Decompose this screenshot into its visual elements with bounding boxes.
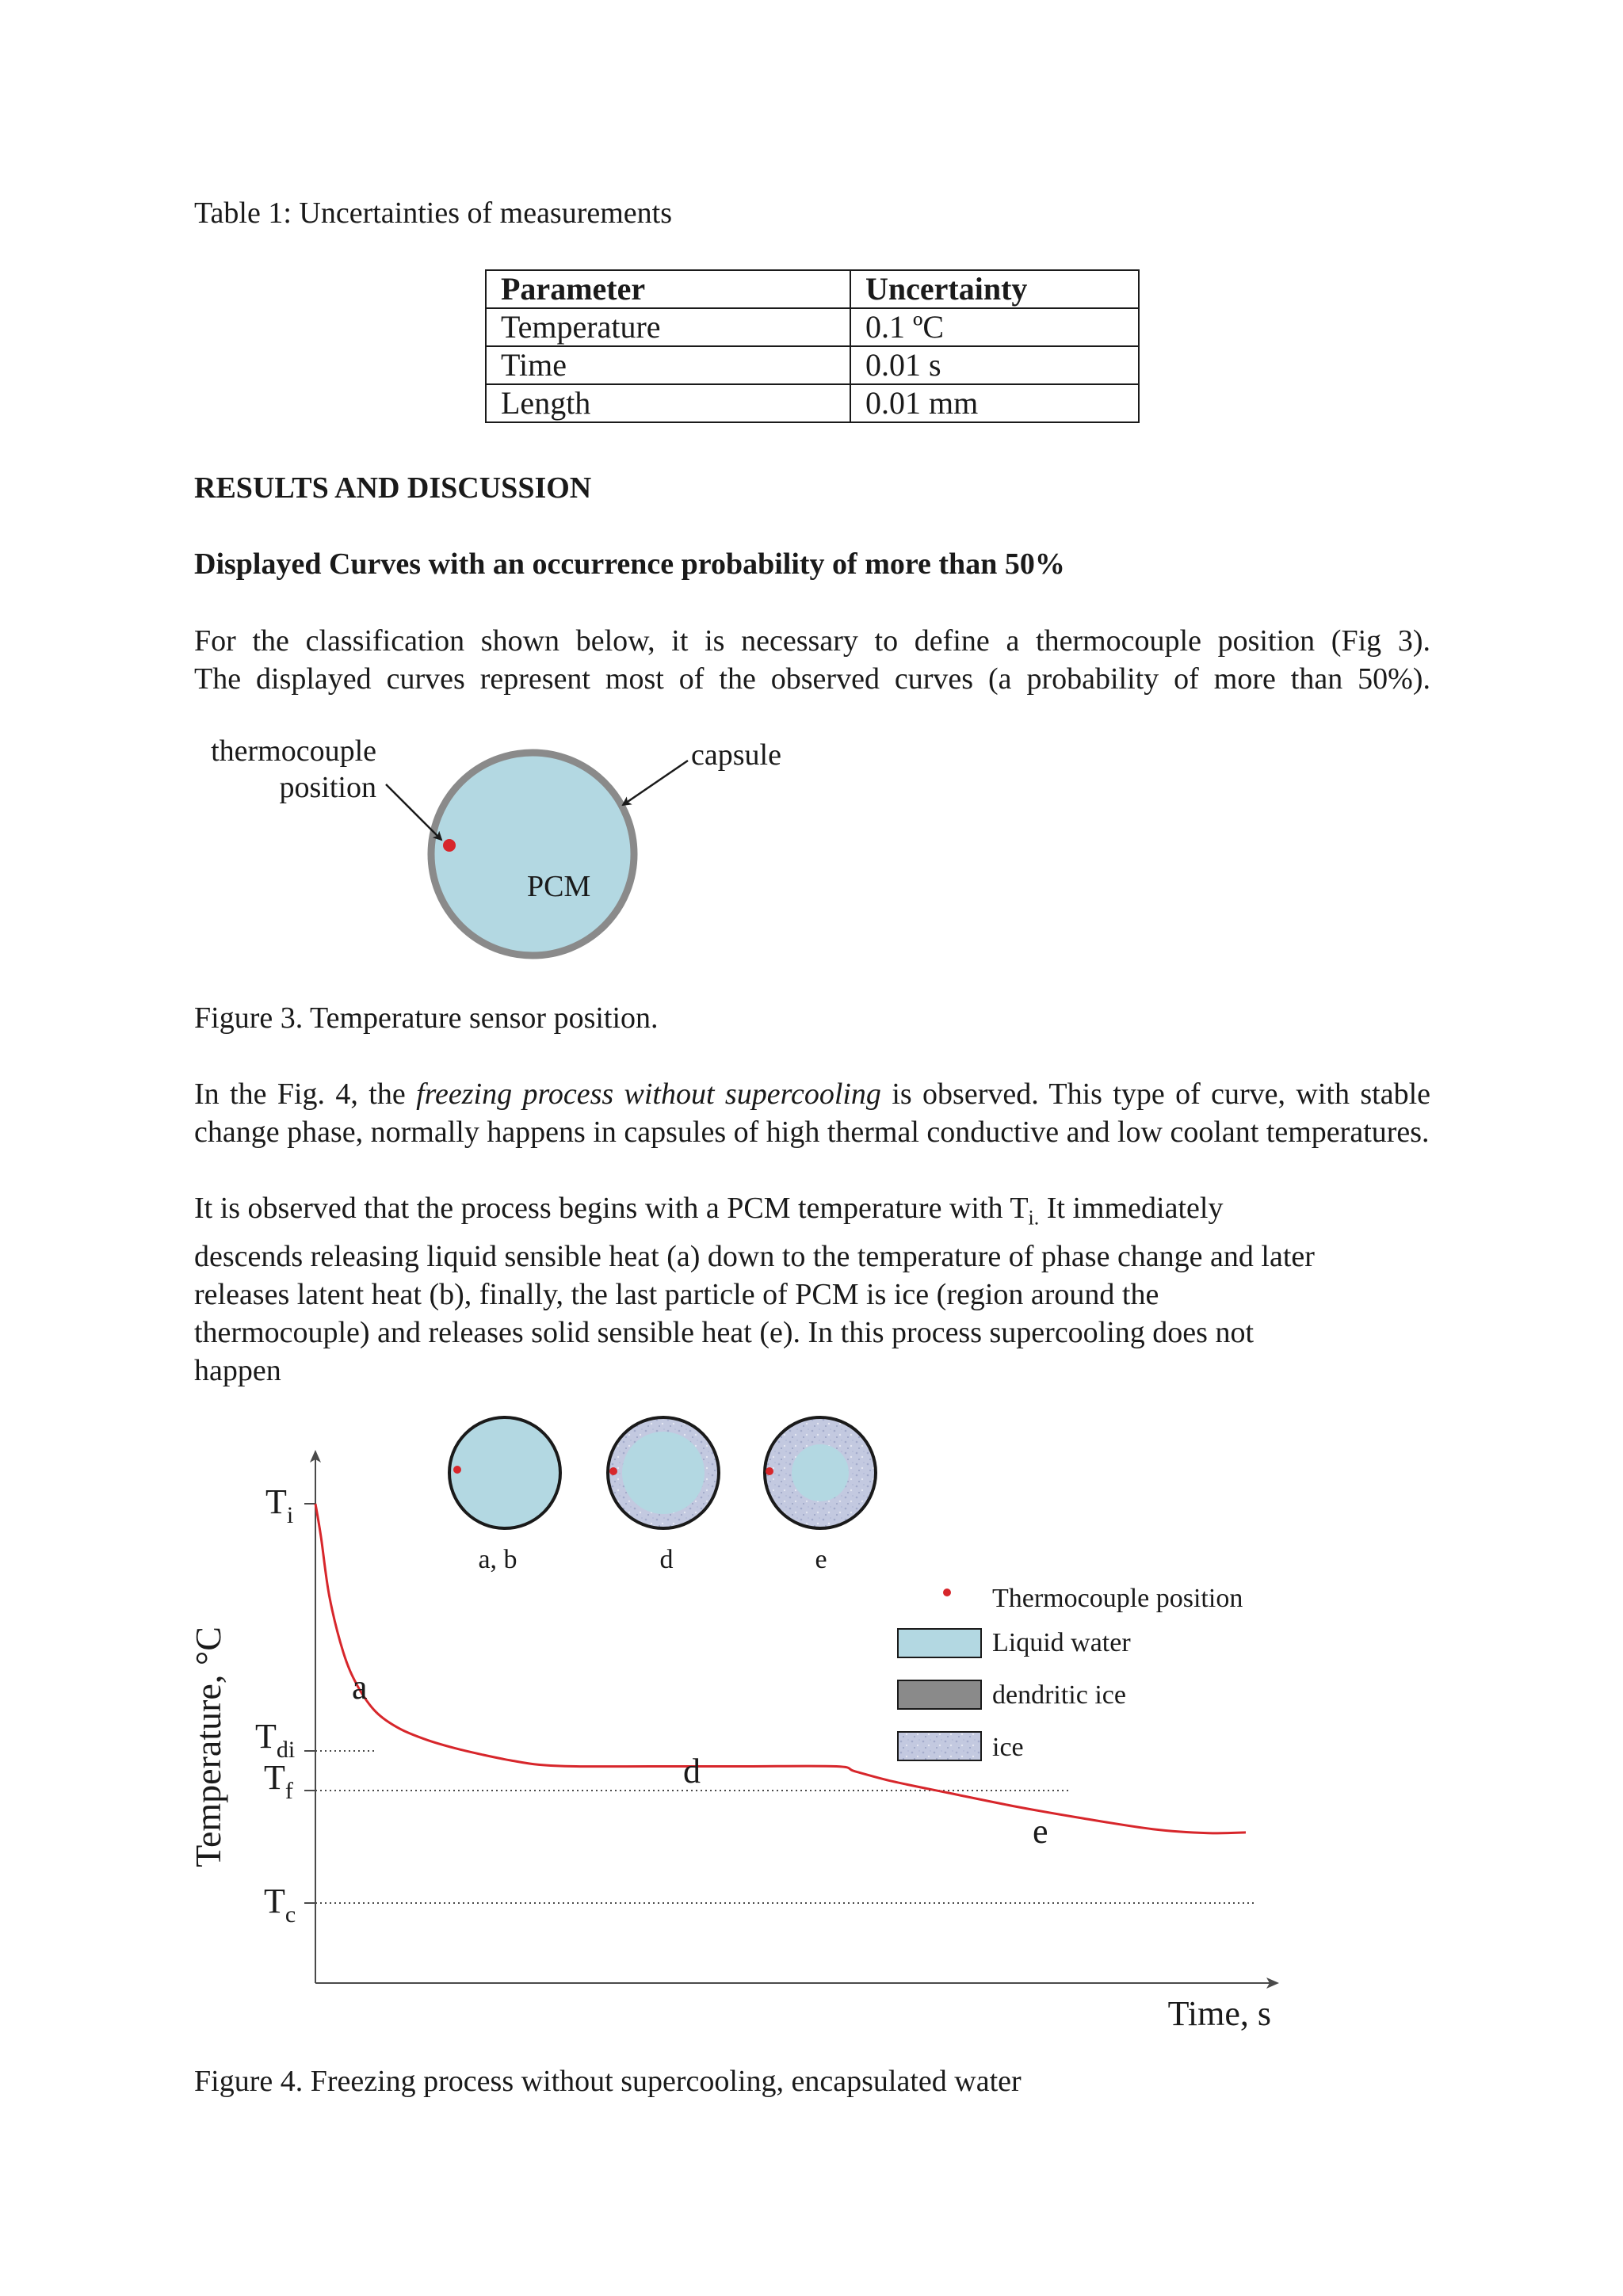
region-label-d: d <box>683 1752 701 1791</box>
y-tick-tc <box>264 1882 315 1928</box>
table-header-uncertainty: Uncertainty <box>850 270 1139 308</box>
stage-circle-d <box>608 1417 719 1528</box>
x-axis-label: Time, s <box>1167 1994 1271 2033</box>
p1-text-post: is observed. This type of curve, with stable change phase, normally happens in capsules of high thermal conductive and low coolant temperatures. <box>194 1077 1430 1149</box>
y-tick-label: T <box>264 1758 285 1797</box>
p2-line: releases latent heat (b), finally, the last particle of PCM is ice (region around the <box>194 1277 1159 1311</box>
p2-line <box>194 1189 1430 1238</box>
legend-swatch-liquid <box>898 1629 981 1657</box>
subsection-heading: Displayed Curves with an occurrence probability of more than 50% <box>194 547 1065 581</box>
stage-circle-e <box>765 1417 876 1528</box>
legend-label: dendritic ice <box>992 1680 1126 1710</box>
y-tick-label: T <box>255 1717 277 1756</box>
y-tick-tdi <box>255 1717 315 1763</box>
table-cell: 0.01 mm <box>850 384 1139 422</box>
label-thermocouple: thermocouple <box>211 734 376 768</box>
legend-label: ice <box>992 1733 1024 1762</box>
legend-swatch-dendritic <box>898 1680 981 1709</box>
table-cell: 0.01 s <box>850 346 1139 384</box>
stage-circle-ab <box>449 1417 560 1528</box>
table-row <box>486 346 1139 384</box>
y-tick-sub: f <box>285 1778 293 1804</box>
legend-label: Liquid water <box>992 1628 1131 1657</box>
thermocouple-arrow <box>386 784 441 840</box>
table-row <box>486 384 1139 422</box>
y-tick-sub: di <box>276 1737 296 1763</box>
p1-text-pre: In the Fig. 4, the <box>194 1077 417 1111</box>
p2-line: happen <box>194 1353 281 1387</box>
legend-label: Thermocouple position <box>992 1584 1243 1613</box>
table-header-parameter: Parameter <box>486 270 850 308</box>
y-tick-sub: i <box>286 1502 294 1528</box>
p2-line: thermocouple) and releases solid sensible heat (e). In this process supercooling does not <box>194 1315 1254 1349</box>
stage-label-e: e <box>815 1545 827 1574</box>
section-heading: RESULTS AND DISCUSSION <box>194 471 592 505</box>
region-label-e: e <box>1033 1812 1048 1851</box>
table-cell: Length <box>486 384 850 422</box>
table-header-row <box>486 270 1139 308</box>
p2-line: descends releasing liquid sensible heat (a) down to the temperature of phase change and later <box>194 1239 1315 1273</box>
intro-paragraph <box>194 622 1430 698</box>
y-tick-ti <box>265 1482 315 1528</box>
stage-label-d: d <box>659 1545 674 1574</box>
label-pcm: PCM <box>527 870 591 903</box>
table-cell: 0.1 ºC <box>850 308 1139 346</box>
label-position: position <box>279 771 376 804</box>
thermocouple-dot <box>443 839 456 852</box>
p2-sub: i. <box>1028 1206 1040 1230</box>
y-tick-label: T <box>265 1482 287 1521</box>
svg-text:Tc <box>264 1882 296 1928</box>
uncertainty-table <box>485 269 1140 423</box>
table-cell: Temperature <box>486 308 850 346</box>
intro-line: For the classification shown below, it is necessary to define a thermocouple position (Fig 3). <box>194 624 1430 658</box>
svg-text:Tf <box>264 1758 293 1804</box>
y-tick-tf <box>264 1758 315 1804</box>
region-label-a: a <box>352 1668 368 1707</box>
legend-swatch-ice <box>898 1732 981 1760</box>
y-axis-label: Temperature, °C <box>188 1627 228 1867</box>
p1-text-italic: freezing process without supercooling <box>416 1077 881 1111</box>
table-cell: Time <box>486 346 850 384</box>
p2-text: It is observed that the process begins with a PCM temperature with T <box>194 1192 1029 1225</box>
capsule-circle <box>431 753 634 955</box>
svg-text:Ti <box>265 1482 293 1528</box>
legend-thermocouple-dot <box>943 1589 951 1596</box>
figure-4 <box>0 1394 1623 2044</box>
temperature-curve <box>315 1504 1246 1833</box>
p2-text: It immediately <box>1039 1192 1224 1225</box>
figure-3-caption: Figure 3. Temperature sensor position. <box>194 1001 659 1035</box>
y-tick-sub: c <box>285 1901 296 1928</box>
paragraph-2 <box>194 1189 1430 1390</box>
legend <box>898 1584 1243 1762</box>
capsule-arrow <box>623 761 688 805</box>
figure-3 <box>0 713 1623 998</box>
table-row <box>486 308 1139 346</box>
label-capsule: capsule <box>691 738 781 772</box>
y-tick-label: T <box>264 1882 285 1920</box>
figure-4-caption: Figure 4. Freezing process without supercooling, encapsulated water <box>194 2065 1022 2098</box>
table-caption: Table 1: Uncertainties of measurements <box>194 196 673 230</box>
intro-line: The displayed curves represent most of the observed curves (a probability of more than 50%). <box>194 662 1430 696</box>
svg-text:Tdi <box>255 1717 295 1763</box>
paragraph-1 <box>194 1075 1430 1151</box>
stage-label-ab: a, b <box>478 1545 517 1574</box>
